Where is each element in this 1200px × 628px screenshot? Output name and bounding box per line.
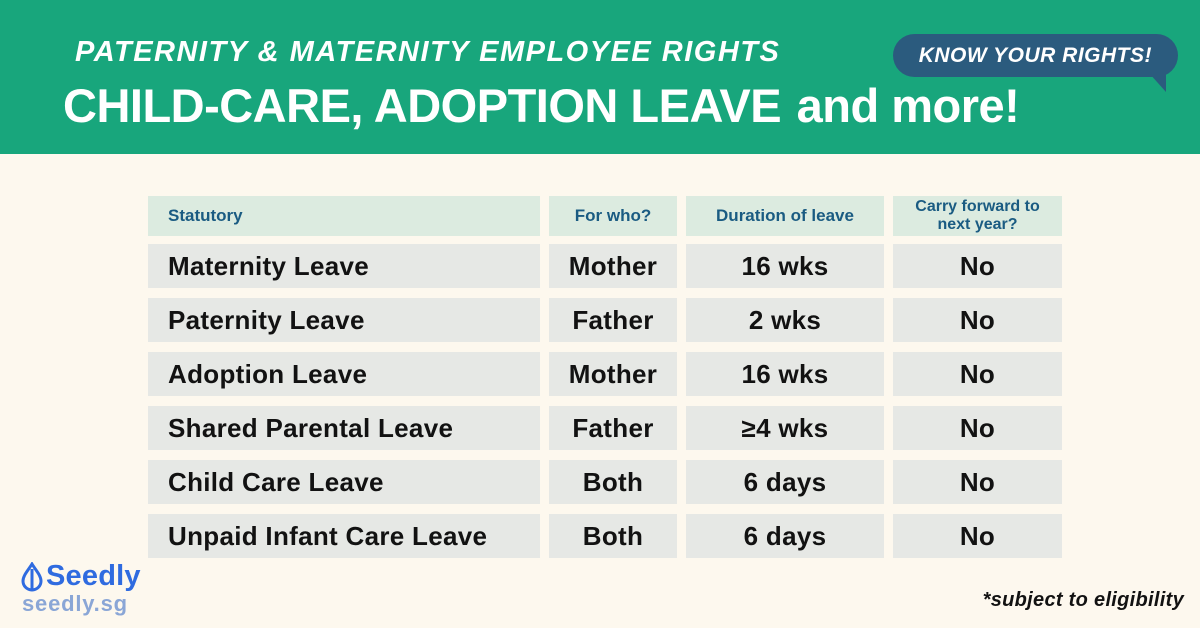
eligibility-note: *subject to eligibility: [982, 589, 1184, 611]
cell-duration: 6 days: [686, 460, 884, 504]
table-row-unpaid-infant-care-leave: [148, 514, 1062, 558]
cell-carry-forward: No: [893, 514, 1062, 558]
header-kicker: PATERNITY & MATERNITY EMPLOYEE RIGHTS: [75, 36, 781, 68]
cell-statutory: Shared Parental Leave: [148, 406, 540, 450]
column-header-duration: Duration of leave: [686, 196, 884, 236]
cell-statutory: Maternity Leave: [148, 244, 540, 288]
cell-statutory: Adoption Leave: [148, 352, 540, 396]
site-url: seedly.sg: [22, 591, 128, 616]
table-row-child-care-leave: [148, 460, 1062, 504]
cell-duration: ≥4 wks: [686, 406, 884, 450]
cell-carry-forward: No: [893, 298, 1062, 342]
page-title-main: CHILD-CARE, ADOPTION LEAVE: [63, 79, 782, 132]
table-row-adoption-leave: [148, 352, 1062, 396]
header-banner: [0, 0, 1200, 154]
table-header-row: [148, 196, 1062, 236]
brand-name: Seedly: [46, 560, 141, 592]
seedly-logo: [20, 560, 141, 593]
leave-entitlements-table: [148, 196, 1062, 558]
page-title: [63, 80, 1019, 132]
cell-statutory: Child Care Leave: [148, 460, 540, 504]
cell-carry-forward: No: [893, 460, 1062, 504]
column-header-statutory: Statutory: [148, 196, 540, 236]
cell-carry-forward: No: [893, 352, 1062, 396]
cell-duration: 16 wks: [686, 244, 884, 288]
cell-duration: 16 wks: [686, 352, 884, 396]
badge-label: KNOW YOUR RIGHTS!: [918, 43, 1152, 67]
cell-for-who: Mother: [549, 244, 677, 288]
page-title-suffix: and more!: [796, 79, 1020, 132]
cell-for-who: Mother: [549, 352, 677, 396]
cell-for-who: Both: [549, 514, 677, 558]
cell-statutory: Unpaid Infant Care Leave: [148, 514, 540, 558]
seedly-drop-icon: [20, 562, 44, 592]
cell-for-who: Both: [549, 460, 677, 504]
cell-for-who: Father: [549, 298, 677, 342]
table-row-paternity-leave: [148, 298, 1062, 342]
cell-duration: 2 wks: [686, 298, 884, 342]
cell-carry-forward: No: [893, 244, 1062, 288]
table-row-maternity-leave: [148, 244, 1062, 288]
cell-for-who: Father: [549, 406, 677, 450]
cell-duration: 6 days: [686, 514, 884, 558]
table-row-shared-parental-leave: [148, 406, 1062, 450]
column-header-carry-forward: Carry forward to next year?: [893, 196, 1062, 236]
cell-carry-forward: No: [893, 406, 1062, 450]
cell-statutory: Paternity Leave: [148, 298, 540, 342]
know-your-rights-badge: [893, 34, 1178, 77]
column-header-for-who: For who?: [549, 196, 677, 236]
